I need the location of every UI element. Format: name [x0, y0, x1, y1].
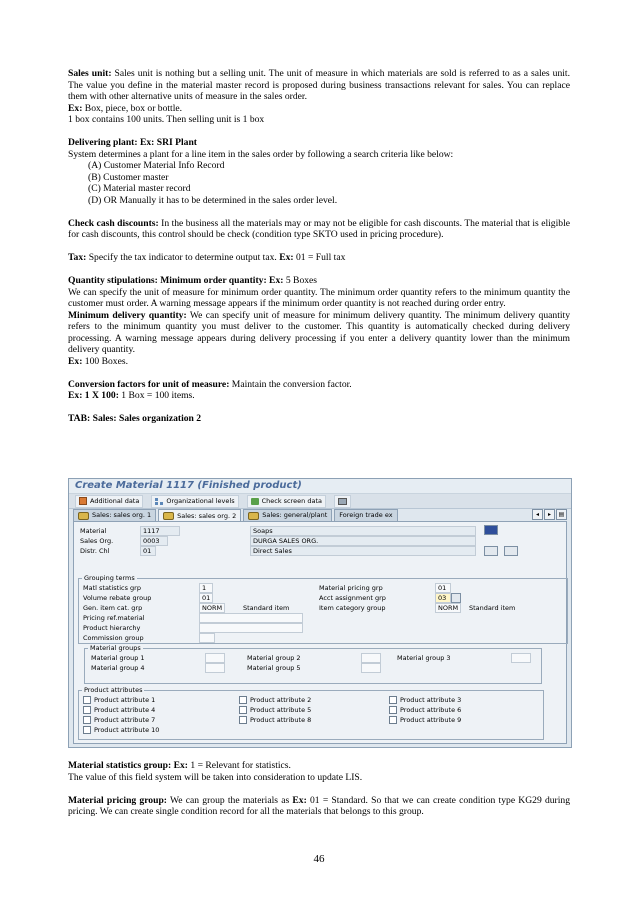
list-item: (B) Customer master — [88, 171, 169, 183]
checkbox[interactable] — [83, 716, 91, 724]
gen-item-cat-label: Gen. item cat. grp — [83, 604, 143, 612]
min-delivery-paragraph — [68, 310, 570, 356]
quantity-heading: Quantity stipulations: Minimum order quantity: Ex: — [68, 275, 284, 286]
sap-window-title: Create Material 1117 (Finished product) — [69, 479, 571, 494]
material-groups-group — [84, 644, 542, 684]
product-hierarchy-label: Product hierarchy — [83, 624, 141, 632]
list-item: (D) OR Manually it has to be determined in the sales order level. — [88, 194, 338, 206]
material-group-1-field[interactable] — [205, 653, 225, 663]
material-pricing-label: Material pricing grp — [319, 584, 383, 592]
checkbox[interactable] — [239, 716, 247, 724]
org-levels-button[interactable] — [151, 495, 238, 508]
mat-stat-heading: Material statistics group: Ex: — [68, 760, 188, 771]
product-attribute-6[interactable] — [389, 706, 461, 714]
checkbox[interactable] — [83, 696, 91, 704]
check-icon — [251, 498, 259, 505]
search-help-icon[interactable] — [451, 593, 461, 603]
tab-sales-general-plant[interactable] — [243, 509, 332, 521]
hierarchy-icon — [155, 498, 163, 505]
checkbox[interactable] — [389, 706, 397, 714]
sales-unit-heading: Sales unit: — [68, 68, 112, 79]
tab-next-button[interactable]: ▸ — [544, 509, 555, 520]
car-icon — [163, 512, 174, 520]
material-group-3-label: Material group 3 — [397, 654, 451, 662]
product-attribute-2[interactable] — [239, 696, 311, 704]
sap-screenshot — [68, 478, 572, 748]
tab-first-button[interactable]: ◂ — [532, 509, 543, 520]
tab-sales-org-1[interactable] — [73, 509, 156, 521]
checkbox-label: Product attribute 6 — [400, 706, 462, 714]
item-category-field[interactable]: NORM — [435, 603, 461, 613]
sales-unit-text: Sales unit is nothing but a selling unit. The unit of measure in which materials are sold is referred to as a sales unit. The value you define in the material master record is proposed during business transactions relevant for sales. You can replace them with other alternative units of measure in the sales order. — [68, 68, 570, 102]
list-item: (C) Material master record — [88, 183, 191, 194]
check-screen-data-button[interactable] — [247, 495, 326, 508]
car-icon — [78, 512, 89, 520]
gen-item-cat-field[interactable]: NORM — [199, 603, 225, 613]
ex-label: Ex: — [68, 102, 83, 114]
material-groups-title: Material groups — [90, 644, 141, 652]
page-number: 46 — [313, 853, 325, 865]
grouping-terms-title: Grouping terms — [84, 574, 135, 582]
button-label: Organizational levels — [166, 496, 235, 505]
document-icon — [79, 497, 87, 505]
sap-tab-strip — [73, 509, 567, 521]
picture-icon[interactable] — [484, 546, 498, 556]
pricing-ref-field[interactable] — [199, 613, 303, 623]
document-body — [68, 68, 570, 425]
distr-chl-label: Distr. Chl — [80, 547, 110, 555]
quantity-text: We can specify the unit of measure for minimum order quantity. The minimum order quantity refers to the minimum quantity the customer must order. A warning message appears if the minimum order quantity is not reached during order entry. — [68, 286, 570, 309]
sap-tab-panel — [73, 521, 567, 744]
product-attributes-group — [78, 686, 544, 740]
ex-text: 1 Box = 100 items. — [118, 390, 195, 401]
tab-label: Sales: sales org. 1 — [92, 511, 152, 519]
car-icon — [248, 512, 259, 520]
ex-label: Ex: 1 X 100: — [68, 390, 119, 401]
checkbox-label: Product attribute 3 — [400, 696, 462, 704]
product-attribute-3[interactable] — [389, 696, 461, 704]
checkbox[interactable] — [389, 716, 397, 724]
material-label: Material — [80, 527, 107, 535]
distr-chl-description: Direct Sales — [250, 546, 476, 556]
tab-label: Sales: sales org. 2 — [177, 511, 237, 520]
matl-statistics-field[interactable]: 1 — [199, 583, 213, 593]
mat-pricing-text: We can group the materials as — [166, 794, 293, 806]
material-group-5-label: Material group 5 — [247, 664, 301, 672]
mat-pricing-heading: Material pricing group: — [68, 794, 167, 806]
conversion-paragraph — [68, 379, 570, 391]
min-delivery-heading: Minimum delivery quantity: — [68, 309, 187, 321]
checkbox[interactable] — [83, 726, 91, 734]
volume-rebate-field[interactable]: 01 — [199, 593, 213, 603]
acct-assignment-field[interactable]: 03 — [435, 593, 451, 603]
tax-text: Specify the tax indicator to determine output tax. — [86, 252, 280, 263]
sales-org-field: 0003 — [140, 536, 168, 546]
tab-label: Foreign trade ex — [339, 511, 393, 519]
tab-navigation — [532, 509, 567, 521]
mat-pricing-paragraph — [68, 795, 570, 818]
product-attribute-5[interactable] — [239, 706, 311, 714]
tab-label: Sales: general/plant — [262, 511, 328, 519]
min-delivery-text: We can specify unit of measure for minimum delivery quantity. The minimum delivery quantity refers to the minimum quantity you must deliver to the customer. This quantity is automatically checked during delivery processing. A warning message appears during delivery processing if you enter a delivery quantity lower than the minimum delivery quantity. — [68, 309, 570, 355]
checkbox-label: Product attribute 1 — [94, 696, 156, 704]
matl-statistics-label: Matl statistics grp — [83, 584, 141, 592]
document-body-lower — [68, 760, 570, 818]
cash-discount-text: In the business all the materials may or may not be eligible for cash discounts. The material that is eligible for cash discounts, this control should be check (condition type SKTO used in pricing procedure). — [68, 217, 570, 240]
item-category-description: Standard item — [469, 604, 516, 612]
additional-data-button[interactable] — [75, 495, 143, 508]
sales-org-label: Sales Org. — [80, 537, 114, 545]
ex-label: Ex: — [279, 252, 294, 263]
pricing-ref-label: Pricing ref.material — [83, 614, 145, 622]
mat-stat-text: 1 = Relevant for statistics. — [188, 760, 291, 771]
tab-heading: TAB: Sales: Sales organization 2 — [68, 413, 202, 424]
printer-icon — [338, 498, 347, 505]
gen-item-cat-description: Standard item — [243, 604, 290, 612]
checkbox-label: Product attribute 7 — [94, 716, 156, 724]
product-attribute-8[interactable] — [239, 716, 311, 724]
checkbox-label: Product attribute 2 — [250, 696, 312, 704]
delivering-plant-text: System determines a plant for a line item in the sales order by following a search criteria like below: — [68, 148, 454, 160]
ex-text: 01 = Standard. So that we can create condition type KG29 during pricing. We can create single condition record for all the materials that belongs to this group. — [68, 794, 570, 817]
material-pricing-field[interactable]: 01 — [435, 583, 451, 593]
checkbox-label: Product attribute 4 — [94, 706, 156, 714]
sales-org-description: DURGA SALES ORG. — [250, 536, 476, 546]
ex-text: 100 Boxes. — [82, 355, 128, 367]
material-group-4-label: Material group 4 — [91, 664, 145, 672]
material-field: 1117 — [140, 526, 180, 536]
cash-discount-paragraph — [68, 218, 570, 241]
tab-foreign-trade[interactable] — [334, 509, 397, 521]
document-icon[interactable] — [504, 546, 518, 556]
volume-rebate-label: Volume rebate group — [83, 594, 152, 602]
quantity-heading-tail: 5 Boxes — [283, 275, 318, 286]
ex-text: Box, piece, box or bottle. — [82, 102, 183, 114]
product-attributes-title: Product attributes — [84, 686, 143, 694]
material-group-2-label: Material group 2 — [247, 654, 301, 662]
product-hierarchy-field[interactable] — [199, 623, 303, 633]
material-group-2-field[interactable] — [361, 653, 381, 663]
sap-toolbar — [69, 494, 571, 509]
material-group-5-field[interactable] — [361, 663, 381, 673]
tax-paragraph — [68, 252, 570, 264]
tax-heading: Tax: — [68, 252, 87, 263]
button-label: Check screen data — [261, 496, 322, 505]
conversion-text: Maintain the conversion factor. — [229, 378, 352, 390]
sales-unit-paragraph — [68, 68, 570, 103]
conversion-heading: Conversion factors for unit of measure: — [68, 378, 230, 390]
list-item: (A) Customer Material Info Record — [88, 160, 225, 171]
tab-list-button[interactable]: ▤ — [556, 509, 567, 520]
cash-discount-heading: Check cash discounts: — [68, 217, 159, 229]
product-attribute-7[interactable] — [83, 716, 155, 724]
button-label: Additional data — [90, 496, 140, 505]
checkbox-label: Product attribute 8 — [250, 716, 312, 724]
ex-label: Ex: — [292, 794, 307, 806]
ex-text: 01 = Full tax — [293, 252, 346, 263]
product-attribute-1[interactable] — [83, 696, 155, 704]
conversion-example — [68, 390, 570, 402]
info-icon[interactable] — [484, 525, 498, 535]
checkbox[interactable] — [389, 696, 397, 704]
ex-label: Ex: — [68, 355, 83, 367]
mat-stat-paragraph — [68, 760, 570, 772]
commission-group-label: Commission group — [83, 634, 144, 642]
material-group-3-field[interactable] — [511, 653, 531, 663]
checkbox-label: Product attribute 10 — [94, 726, 160, 734]
quantity-example — [68, 356, 570, 368]
product-attribute-10[interactable] — [83, 726, 159, 734]
checkbox[interactable] — [239, 706, 247, 714]
material-group-4-field[interactable] — [205, 663, 225, 673]
checkbox-label: Product attribute 5 — [250, 706, 312, 714]
material-description-field: Soaps — [250, 526, 476, 536]
commission-group-field[interactable] — [199, 633, 215, 643]
mat-stat-line2: The value of this field system will be taken into consideration to update LIS. — [68, 771, 363, 783]
distr-chl-field: 01 — [140, 546, 156, 556]
print-button[interactable] — [334, 495, 351, 508]
delivering-plant-heading: Delivering plant: Ex: SRI Plant — [68, 137, 197, 148]
material-group-1-label: Material group 1 — [91, 654, 145, 662]
sales-unit-line2: 1 box contains 100 units. Then selling unit is 1 box — [68, 114, 265, 125]
product-attribute-4[interactable] — [83, 706, 155, 714]
item-category-label: Item category group — [319, 604, 386, 612]
product-attribute-9[interactable] — [389, 716, 461, 724]
quantity-heading-line — [68, 275, 570, 287]
sales-unit-example — [68, 103, 570, 115]
checkbox[interactable] — [239, 696, 247, 704]
checkbox-label: Product attribute 9 — [400, 716, 462, 724]
grouping-terms-group — [78, 574, 568, 644]
checkbox[interactable] — [83, 706, 91, 714]
delivering-plant-list — [88, 160, 570, 206]
acct-assignment-label: Acct assignment grp — [319, 594, 386, 602]
